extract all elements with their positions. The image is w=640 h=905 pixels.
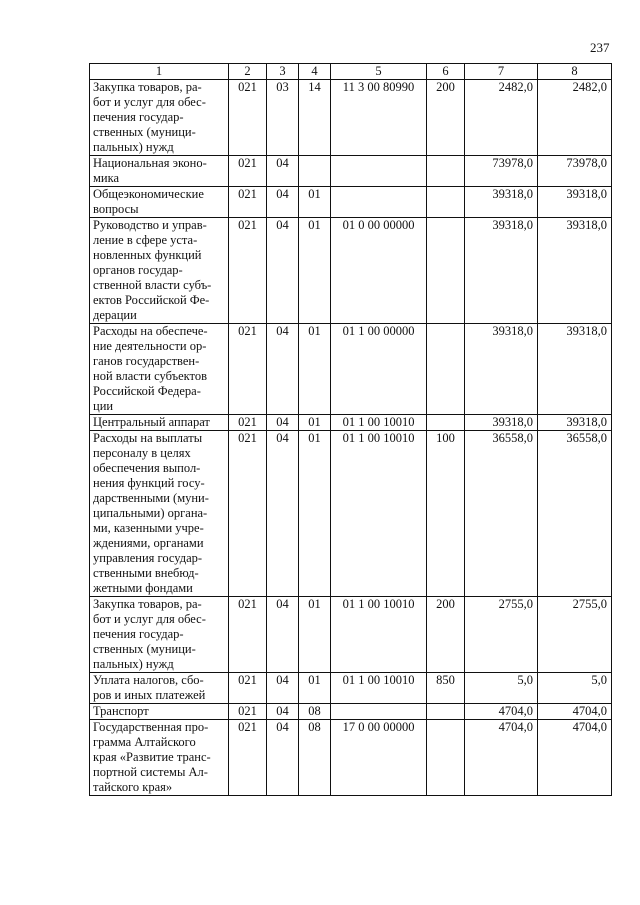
section-cell: 04 [267,187,299,218]
table-row [90,431,612,597]
row-label-cell: Национальная эконо- мика [90,156,229,187]
column-header: 2 [229,64,267,80]
amount-cell: 39318,0 [538,324,612,415]
code-cell: 021 [229,187,267,218]
column-header: 7 [465,64,538,80]
budget-table [89,63,612,796]
expense-type-cell [427,324,465,415]
section-cell: 04 [267,720,299,796]
amount-cell: 4704,0 [465,704,538,720]
expense-type-cell [427,187,465,218]
amount-cell: 39318,0 [465,218,538,324]
code-cell: 021 [229,431,267,597]
amount-cell: 2482,0 [538,80,612,156]
expense-type-cell [427,156,465,187]
expense-type-cell: 100 [427,431,465,597]
subsection-cell: 08 [299,720,331,796]
target-article-cell [331,704,427,720]
code-cell: 021 [229,415,267,431]
target-article-cell: 01 1 00 10010 [331,597,427,673]
amount-cell: 73978,0 [538,156,612,187]
subsection-cell: 14 [299,80,331,156]
subsection-cell: 01 [299,673,331,704]
target-article-cell [331,156,427,187]
section-cell: 03 [267,80,299,156]
row-label-cell: Расходы на обеспече- ние деятельности ор- ганов государствен- ной власти субъектов Российской Федера- ции [90,324,229,415]
expense-type-cell [427,704,465,720]
subsection-cell: 01 [299,431,331,597]
column-header: 6 [427,64,465,80]
page-number: 237 [590,40,610,55]
table-row [90,187,612,218]
table-row [90,324,612,415]
table-body [90,80,612,796]
expense-type-cell: 200 [427,597,465,673]
code-cell: 021 [229,156,267,187]
subsection-cell: 01 [299,187,331,218]
header-row [90,64,612,80]
row-label-cell: Закупка товаров, ра- бот и услуг для обес- печения государ- ственных (муници- пальных) нужд [90,80,229,156]
amount-cell: 39318,0 [465,324,538,415]
target-article-cell [331,187,427,218]
code-cell: 021 [229,80,267,156]
amount-cell: 73978,0 [465,156,538,187]
target-article-cell: 17 0 00 00000 [331,720,427,796]
subsection-cell [299,156,331,187]
code-cell: 021 [229,704,267,720]
subsection-cell: 01 [299,597,331,673]
amount-cell: 39318,0 [538,218,612,324]
table-row [90,218,612,324]
section-cell: 04 [267,156,299,187]
amount-cell: 36558,0 [538,431,612,597]
section-cell: 04 [267,597,299,673]
table-row [90,720,612,796]
section-cell: 04 [267,704,299,720]
amount-cell: 5,0 [538,673,612,704]
row-label-cell: Транспорт [90,704,229,720]
code-cell: 021 [229,720,267,796]
section-cell: 04 [267,218,299,324]
amount-cell: 5,0 [465,673,538,704]
target-article-cell: 01 1 00 00000 [331,324,427,415]
table-row [90,156,612,187]
amount-cell: 4704,0 [465,720,538,796]
amount-cell: 4704,0 [538,720,612,796]
amount-cell: 39318,0 [538,415,612,431]
subsection-cell: 01 [299,324,331,415]
amount-cell: 36558,0 [465,431,538,597]
expense-type-cell: 200 [427,80,465,156]
amount-cell: 2755,0 [465,597,538,673]
target-article-cell: 01 1 00 10010 [331,673,427,704]
target-article-cell: 01 1 00 10010 [331,431,427,597]
table-row [90,597,612,673]
section-cell: 04 [267,431,299,597]
subsection-cell: 08 [299,704,331,720]
code-cell: 021 [229,324,267,415]
expense-type-cell [427,415,465,431]
section-cell: 04 [267,673,299,704]
column-header: 4 [299,64,331,80]
table-row [90,415,612,431]
amount-cell: 39318,0 [538,187,612,218]
expense-type-cell [427,720,465,796]
column-header: 5 [331,64,427,80]
amount-cell: 39318,0 [465,415,538,431]
row-label-cell: Центральный аппарат [90,415,229,431]
target-article-cell: 01 1 00 10010 [331,415,427,431]
code-cell: 021 [229,673,267,704]
target-article-cell: 11 3 00 80990 [331,80,427,156]
row-label-cell: Руководство и управ- ление в сфере уста- новленных функций органов государ- ственной власти субъ- ектов Российской Фе- дерации [90,218,229,324]
column-header: 8 [538,64,612,80]
column-header: 3 [267,64,299,80]
section-cell: 04 [267,324,299,415]
column-header: 1 [90,64,229,80]
expense-type-cell [427,218,465,324]
target-article-cell: 01 0 00 00000 [331,218,427,324]
row-label-cell: Закупка товаров, ра- бот и услуг для обес- печения государ- ственных (муници- пальных) нужд [90,597,229,673]
row-label-cell: Расходы на выплаты персоналу в целях обеспечения выпол- нения функций госу- дарственными (муни- ципальными) органа- ми, казенными учре- ждениями, органами управления государ- ственными внебюд- жетными фондами [90,431,229,597]
code-cell: 021 [229,218,267,324]
amount-cell: 39318,0 [465,187,538,218]
expense-type-cell: 850 [427,673,465,704]
row-label-cell: Уплата налогов, сбо- ров и иных платежей [90,673,229,704]
amount-cell: 4704,0 [538,704,612,720]
table-row [90,704,612,720]
amount-cell: 2755,0 [538,597,612,673]
amount-cell: 2482,0 [465,80,538,156]
code-cell: 021 [229,597,267,673]
row-label-cell: Государственная про- грамма Алтайского края «Развитие транс- портной системы Ал- тайского края» [90,720,229,796]
row-label-cell: Общеэкономические вопросы [90,187,229,218]
section-cell: 04 [267,415,299,431]
table-row [90,673,612,704]
subsection-cell: 01 [299,218,331,324]
subsection-cell: 01 [299,415,331,431]
table-row [90,80,612,156]
